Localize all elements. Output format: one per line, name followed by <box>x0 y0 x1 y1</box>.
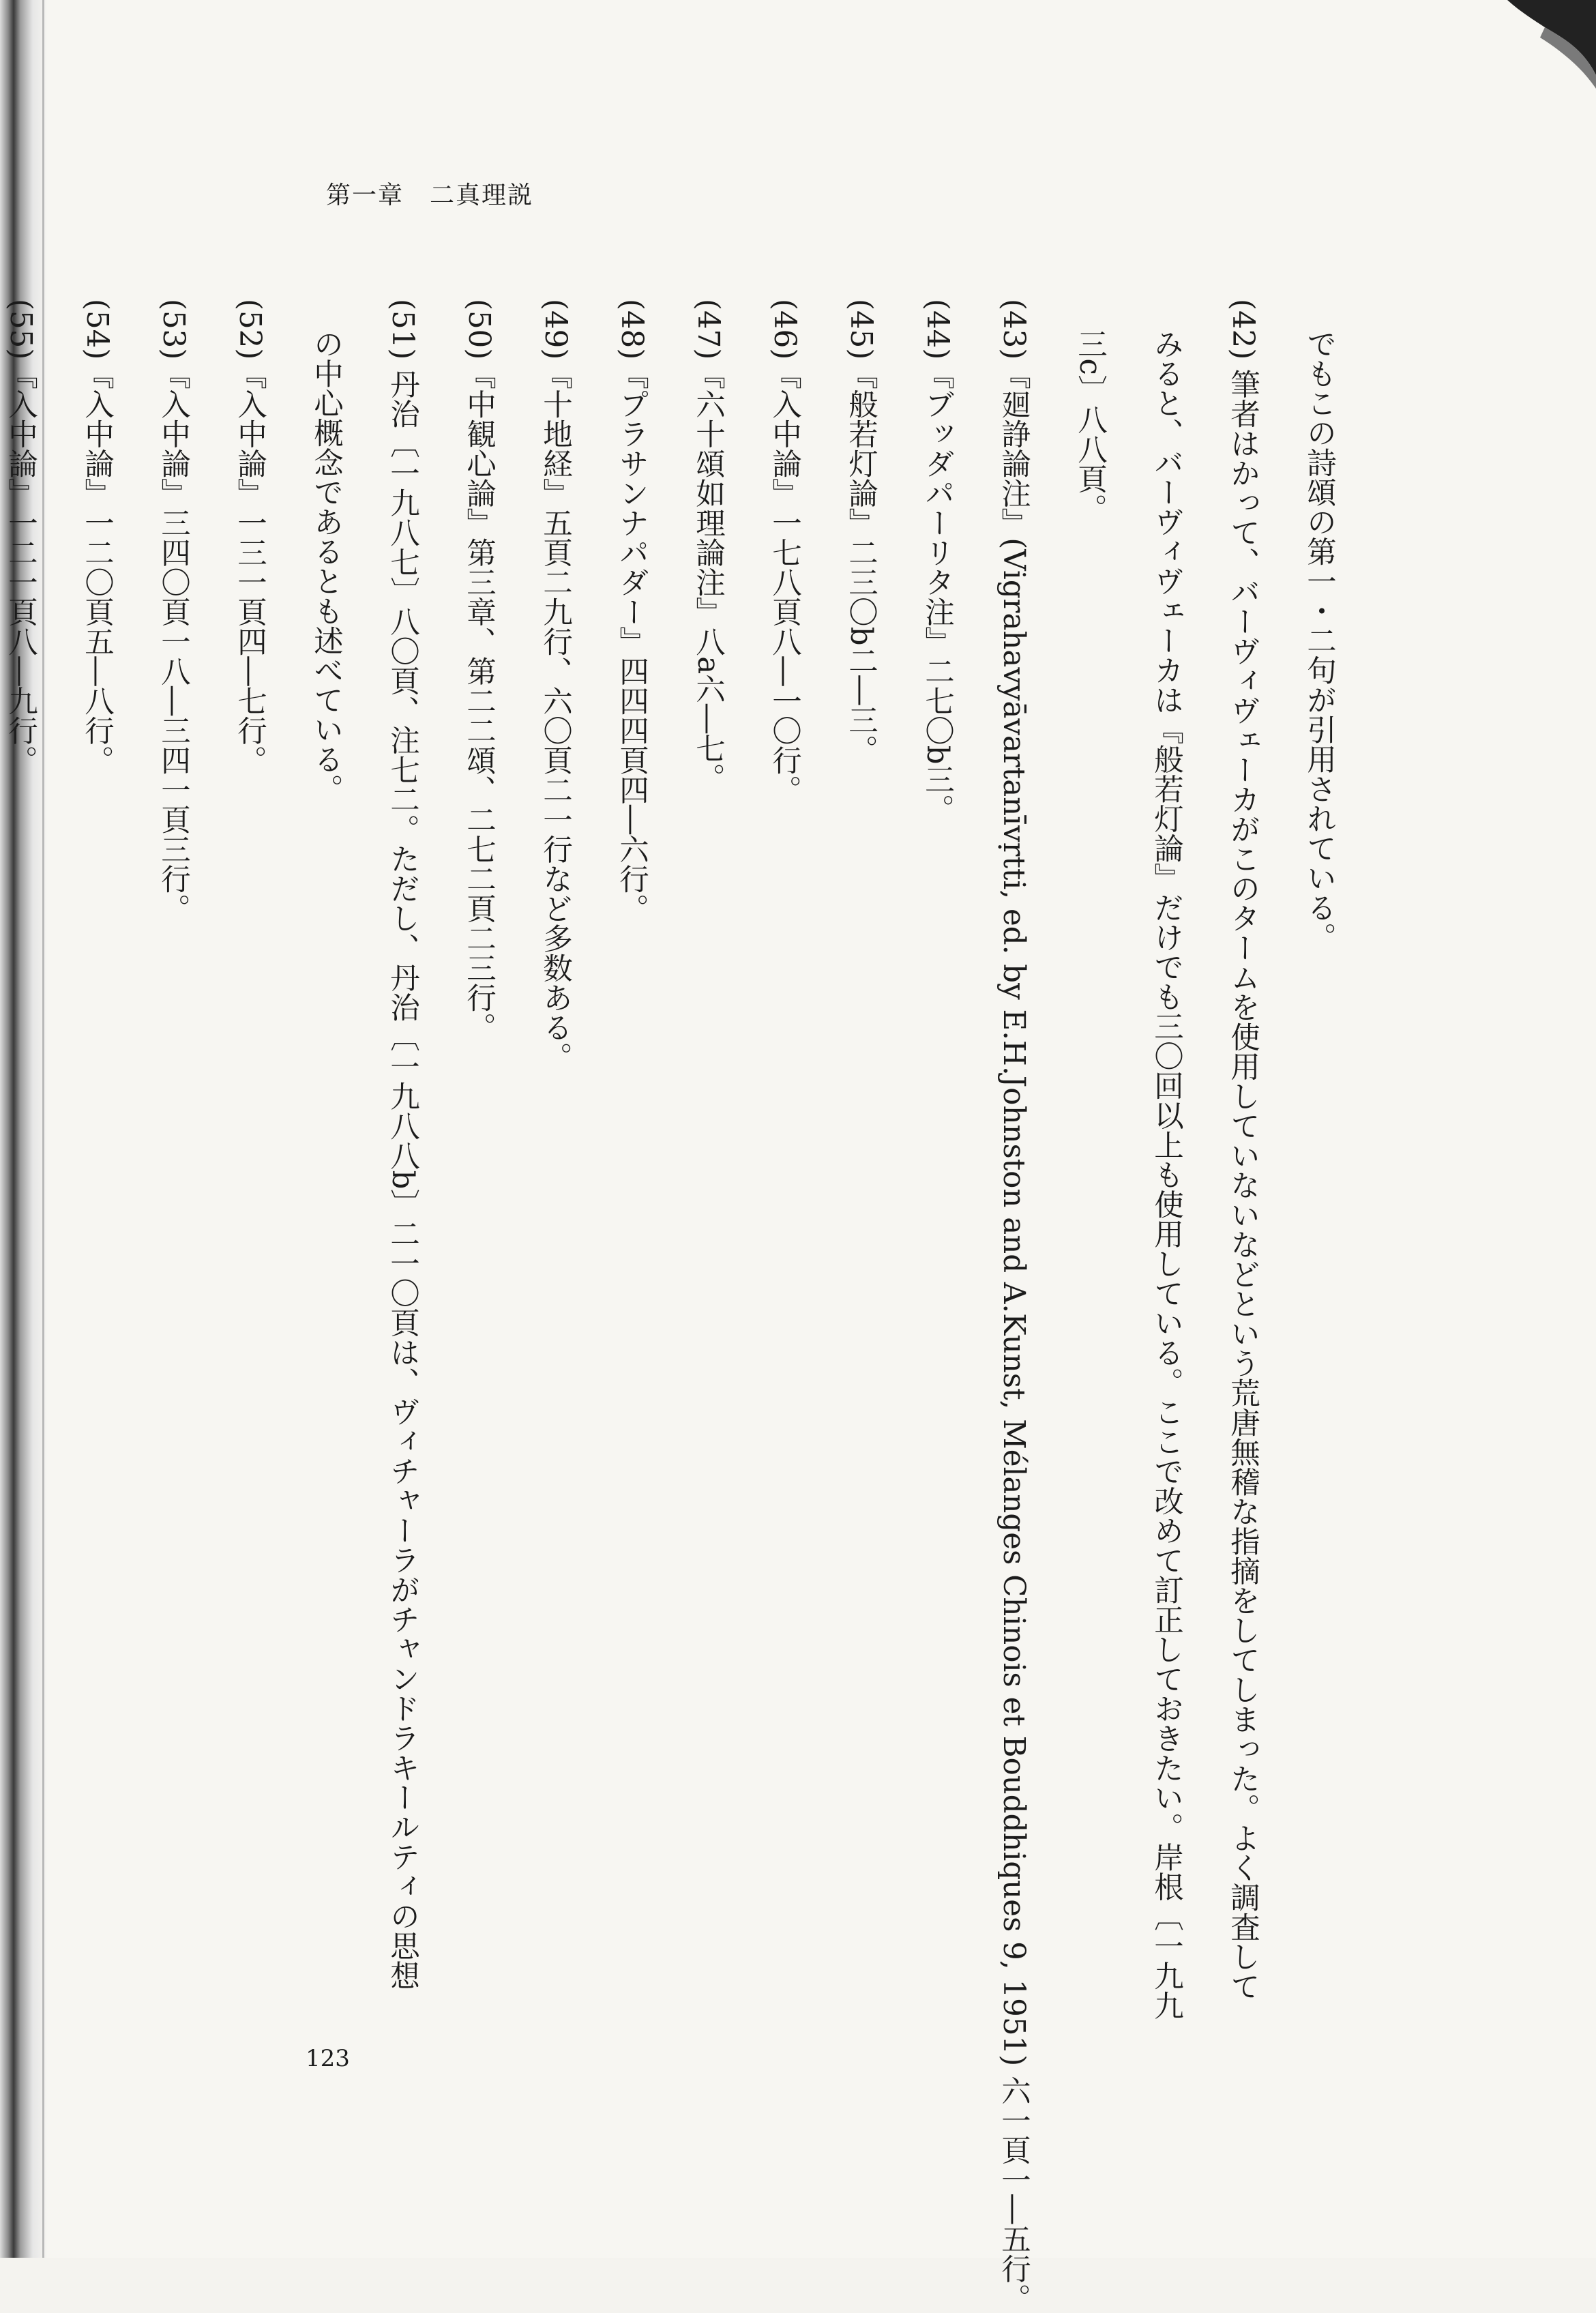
text-line: (53)『入中論』三四〇頁一八―三四一頁三行。 <box>156 299 190 924</box>
text-line: でもこの詩頌の第一・二句が引用されている。 <box>1302 328 1336 952</box>
text-line: 三c〕八八頁。 <box>1073 328 1107 523</box>
running-head: 第一章 二真理説 <box>326 181 534 209</box>
page-number: 123 <box>306 2045 350 2072</box>
text-line: (49)『十地経』五頁二九行、六〇頁二一行など多数ある。 <box>538 299 572 1072</box>
torn-corner <box>1480 0 1596 89</box>
text-line: (44)『ブッダパーリタ注』二七〇b三。 <box>920 299 954 824</box>
text-line: みると、バーヴィヴェーカは『般若灯論』だけでも三〇回以上も使用している。ここで改めて訂正しておきたい。岸根〔一九九 <box>1149 328 1183 2020</box>
text-line: (48)『プラサンナパダー』四四四頁四―六行。 <box>615 299 649 924</box>
text-line: (51) 丹治〔一九八七〕八〇頁、注七二。ただし、丹治〔一九八八b〕二一〇頁は、ヴィチャーラがチャンドラキールティの思想 <box>385 299 419 1990</box>
text-line: の中心概念であるとも述べている。 <box>309 328 343 804</box>
text-line: (54)『入中論』一二〇頁五―八行。 <box>80 299 114 776</box>
text-line: (47)『六十頌如理論注』八a六―七。 <box>691 299 725 793</box>
text-line: (42) 筆者はかって、バーヴィヴェーカがこのタームを使用していないなどという荒唐無稽な指摘をしてしまった。よく調査して <box>1226 299 1260 2001</box>
text-line: (52)『入中論』一三一頁四―七行。 <box>233 299 267 776</box>
text-line: (50)『中観心論』第三章、第二二頌、二七二頁二三行。 <box>462 299 496 1042</box>
text-line: (45)『般若灯論』二三〇b二―三。 <box>844 299 878 765</box>
text-line: (43)『廻諍論注』(Vigrahavyāvartanīvṛtti, ed. by E.H.Johnston and A.Kunst, Mélanges Chinois et Bouddhiques 9, 1951) 六一頁一―五行。 <box>996 299 1031 2313</box>
text-line: (55)『入中論』一二一頁八―九行。 <box>3 299 38 776</box>
text-line: (46)『入中論』一七八頁八―一〇行。 <box>767 299 801 805</box>
